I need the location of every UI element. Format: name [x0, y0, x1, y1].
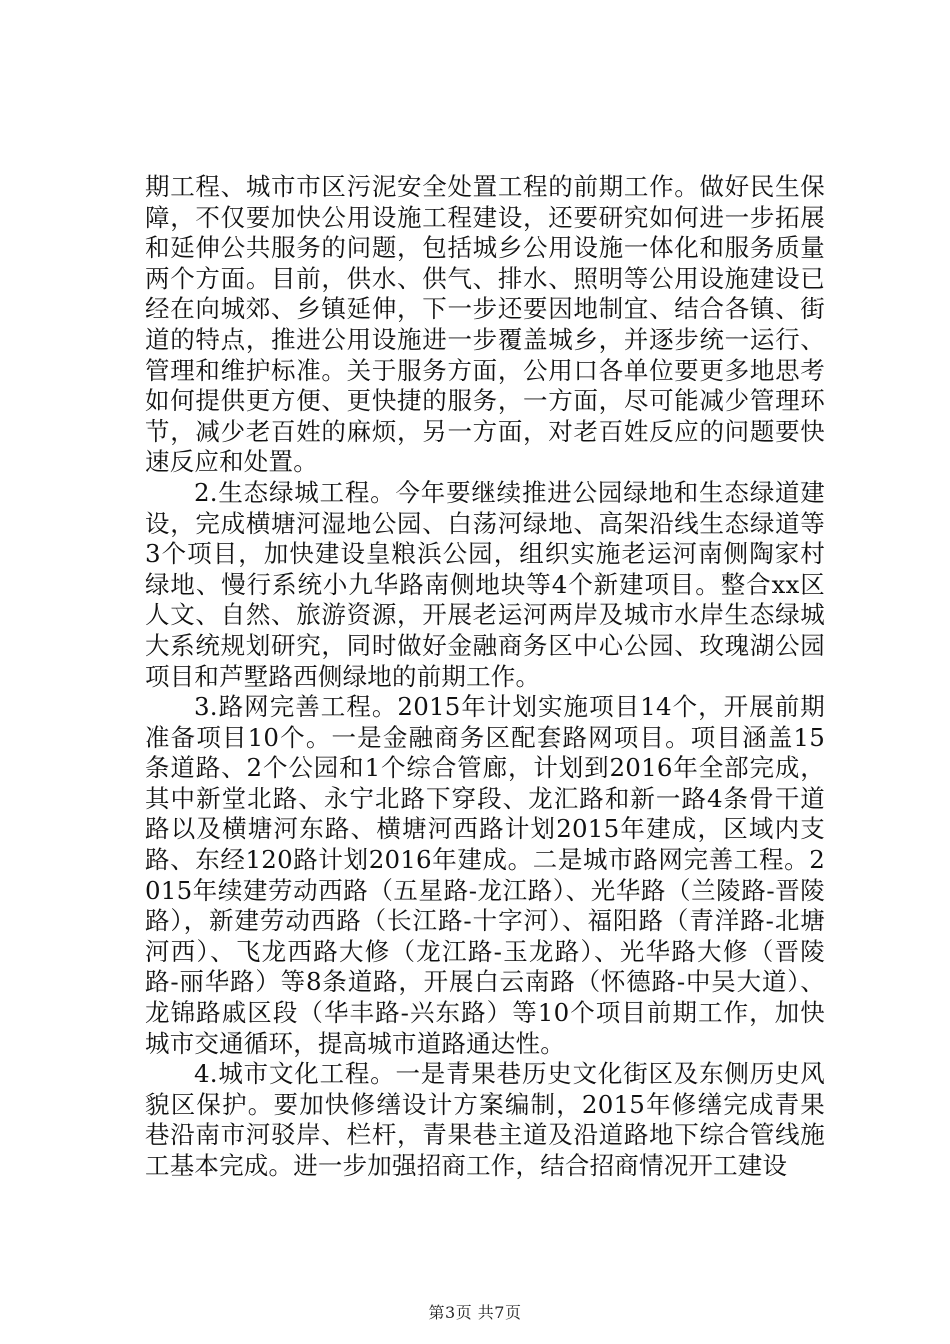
page-number-footer: 第3页 共7页 [428, 1303, 522, 1322]
paragraph-road-network: 3.路网完善工程。2015年计划实施项目14个，开展前期准备项目10个。一是金融商务区配套路网项目。项目涵盖15条道路、2个公园和1个综合管廊，计划到2016年全部完成，其中新堂北路、永宁北路下穿段、龙汇路和新一路4条骨干道路以及横塘河东路、横塘河西路计划2015年建成，区域内支路、东经120路计划2016年建成。二是城市路网完善工程。2015年续建劳动西路（五星路-龙江路）、光华路（兰陵路-晋陵路），新建劳动西路（长江路-十字河）、福阳路（青洋路-北塘河西）、飞龙西路大修（龙江路-玉龙路）、光华路大修（晋陵路-丽华路）等8条道路，开展白云南路（怀德路-中吴大道）、龙锦路戚区段（华丰路-兴东路）等10个项目前期工作，加快城市交通循环，提高城市道路通达性。 [145, 692, 825, 1058]
paragraph-continued: 期工程、城市市区污泥安全处置工程的前期工作。做好民生保障，不仅要加快公用设施工程建设，还要研究如何进一步拓展和延伸公共服务的问题，包括城乡公用设施一体化和服务质量两个方面。目前，供水、供气、排水、照明等公用设施建设已经在向城郊、乡镇延伸，下一步还要因地制宜、结合各镇、街道的特点，推进公用设施进一步覆盖城乡，并逐步统一运行、管理和维护标准。关于服务方面，公用口各单位要更多地思考如何提供更方便、更快捷的服务，一方面，尽可能减少管理环节，减少老百姓的麻烦，另一方面，对老百姓反应的问题要快速反应和处置。 [145, 172, 825, 477]
paragraph-city-culture: 4.城市文化工程。一是青果巷历史文化街区及东侧历史风貌区保护。要加快修缮设计方案编制，2015年修缮完成青果巷沿南市河驳岸、栏杆，青果巷主道及沿道路地下综合管线施工基本完成。进一步加强招商工作，结合招商情况开工建设 [145, 1059, 825, 1180]
document-body [145, 172, 825, 1182]
paragraph-eco-green-city: 2.生态绿城工程。今年要继续推进公园绿地和生态绿道建设，完成横塘河湿地公园、白荡河绿地、高架沿线生态绿道等3个项目，加快建设皇粮浜公园，组织实施老运河南侧陶家村绿地、慢行系统小九华路南侧地块等4个新建项目。整合xx区人文、自然、旅游资源，开展老运河两岸及城市水岸生态绿城大系统规划研究，同时做好金融商务区中心公园、玫瑰湖公园项目和芦墅路西侧绿地的前期工作。 [145, 477, 825, 691]
